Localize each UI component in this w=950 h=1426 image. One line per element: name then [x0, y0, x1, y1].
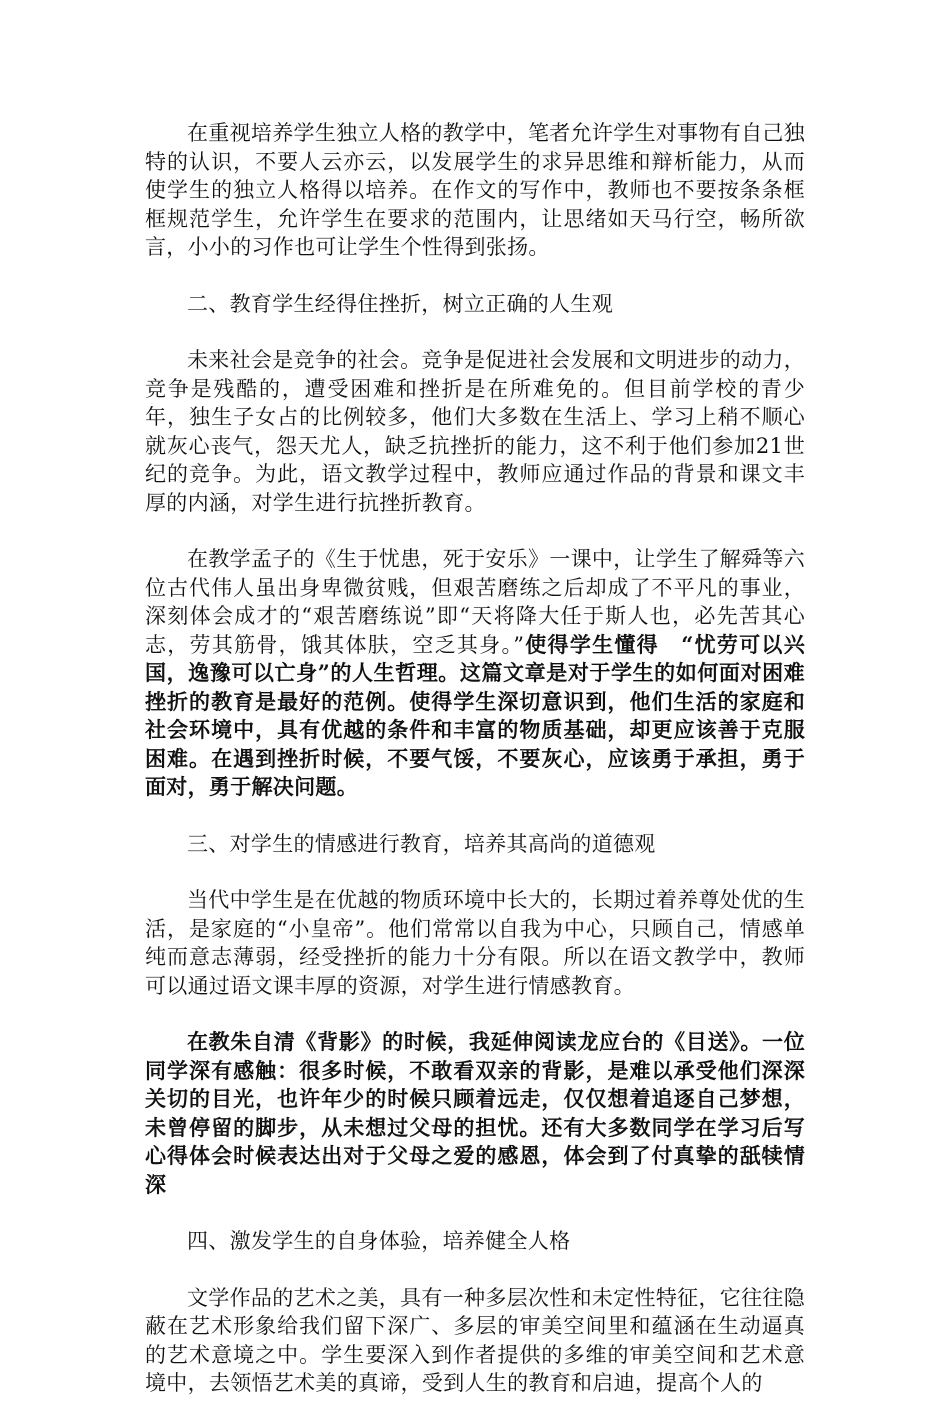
section-heading-2: 二、教育学生经得住挫折，树立正确的人生观: [187, 291, 613, 316]
paragraph-mencius-bold: 使得学生懂得 “忧劳可以兴国，逸豫可以亡身”的人生哲理。这篇文章是对于学生的如何面对困难挫折的教育是最好的范例。使得学生深切意识到，他们生活的家庭和社会环境中，具有优越的条件和丰富的物质基础，却更应该善于克服困难。在遇到挫折时候，不要气馁，不要灰心，应该勇于承担，勇于面对，勇于解决问题。: [145, 631, 805, 799]
paragraph-competition: 未来社会是竞争的社会。竞争是促进社会发展和文明进步的动力，竞争是残酷的，遭受困难和挫折是在所难免的。但目前学校的青少年，独生子女占的比例较多，他们大多数在生活上、学习上稍不顺心就灰心丧气，怨天尤人，缺乏抗挫折的能力，这不利于他们参加21世纪的竞争。为此，语文教学过程中，教师应通过作品的背景和课文丰厚的内涵，对学生进行抗挫折教育。: [145, 348, 805, 515]
paragraph-emotion-education: 当代中学生是在优越的物质环境中长大的，长期过着养尊处优的生活，是家庭的“小皇帝”。他们常常以自我为中心，只顾自己，情感单纯而意志薄弱，经受挫折的能力十分有限。所以在语文教学中，教师可以通过语文课丰厚的资源，对学生进行情感教育。: [145, 888, 805, 998]
document-body: [145, 119, 805, 1426]
paragraph-mencius: [145, 545, 805, 802]
paragraph-artistic-beauty: 文学作品的艺术之美，具有一种多层次性和未定性特征，它往往隐蔽在艺术形象给我们留下深广、多层的审美空间里和蕴涵在生动逼真的艺术意境之中。学生要深入到作者提供的多维的审美空间和艺术意境中，去领悟艺术美的真谛，受到人生的教育和启迪，提高个人的: [145, 1285, 805, 1395]
section-heading-4: 四、激发学生的自身体验，培养健全人格: [187, 1229, 571, 1253]
paragraph-back-view: 在教朱自清《背影》的时候，我延伸阅读龙应台的《目送》。一位同学深有感触：很多时候，不敢看双亲的背影，是难以承受他们深深关切的目光，也许年少的时候只顾着远走，仅仅想着追逐自己梦想，未曾停留的脚步，从未想过父母的担忧。还有大多数同学在学习后写心得体会时候表达出对于父母之爱的感恩，体会到了付真挚的舐犊情深: [145, 1029, 805, 1197]
paragraph-mencius-normal: 在教学孟子的《生于忧患，死于安乐》一课中，让学生了解舜等六位古代伟人虽出身卑微贫贱，但艰苦磨练之后却成了不平凡的事业，深刻体会成才的“艰苦磨练说”即“天将降大任于斯人也，必先苦其心志，劳其筋骨，饿其体肤，空乏其身。”: [145, 547, 805, 657]
section-heading-3: 三、对学生的情感进行教育，培养其高尚的道德观: [187, 831, 656, 856]
paragraph-independent-personality: 在重视培养学生独立人格的教学中，笔者允许学生对事物有自己独特的认识，不要人云亦云，以发展学生的求异思维和辩析能力，从而使学生的独立人格得以培养。在作文的写作中，教师也不要按条条框框规范学生，允许学生在要求的范围内，让思绪如天马行空，畅所欲言，小小的习作也可让学生个性得到张扬。: [145, 121, 805, 259]
